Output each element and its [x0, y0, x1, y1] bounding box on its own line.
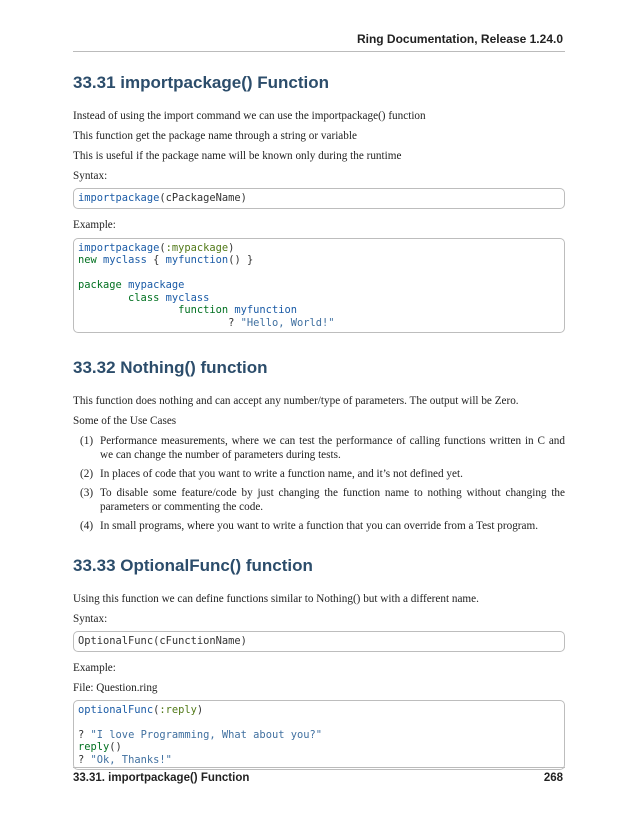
list-number: (2): [80, 468, 94, 480]
example-label: Example:: [73, 218, 116, 231]
list-item: [73, 467, 565, 481]
paragraph: This is useful if the package name will be known only during the runtime: [73, 150, 402, 162]
code-token: ?: [78, 728, 85, 741]
code-token: new: [78, 254, 97, 266]
list-item: [73, 434, 565, 462]
syntax-label: Syntax:: [73, 170, 108, 182]
code-token: (cPackageName): [159, 192, 247, 204]
code-block-syntax: [73, 188, 565, 209]
code-token: reply: [78, 741, 110, 753]
code-token: function: [178, 304, 229, 316]
code-token: myfunction: [165, 254, 229, 266]
list-text: In small programs, where you want to write a function that you can override from a Test program.: [100, 520, 538, 532]
code-token: class: [128, 291, 160, 304]
code-token: () }: [228, 254, 254, 266]
code-token: :mypackage: [165, 241, 229, 254]
syntax-label: Syntax:: [73, 613, 108, 625]
section-heading-nothing: 33.32 Nothing() function: [73, 358, 268, 377]
list-item: [73, 519, 565, 533]
code-token: ?: [228, 316, 235, 329]
paragraph: This function does nothing and can accept any number/type of parameters. The output will be Zero.: [73, 395, 519, 407]
list-number: (3): [80, 487, 94, 499]
code-token: optionalFunc: [78, 703, 154, 716]
code-token: (): [109, 741, 122, 753]
code-token: importpackage: [78, 192, 160, 204]
code-token: OptionalFunc(cFunctionName): [78, 635, 247, 647]
header-rule: [73, 51, 565, 52]
footer-section-title: 33.31. importpackage() Function: [73, 772, 250, 784]
use-case-list: [73, 434, 565, 533]
code-block-example: [73, 238, 565, 334]
code-token: ): [196, 703, 204, 716]
code-token: "Hello, World!": [240, 316, 335, 329]
list-number: (1): [80, 435, 94, 447]
code-token: myclass: [103, 254, 147, 266]
paragraph: Using this function we can define functions similar to Nothing() but with a different name.: [73, 593, 479, 605]
code-token: myclass: [165, 291, 210, 304]
example-label: Example:: [73, 661, 116, 674]
file-label: File: Question.ring: [73, 681, 158, 694]
code-token: "Ok, Thanks!": [90, 753, 172, 766]
section-heading-optionalfunc: 33.33 OptionalFunc() function: [73, 556, 313, 575]
paragraph: Some of the Use Cases: [73, 415, 177, 427]
footer-rule: [73, 767, 565, 768]
code-block-syntax: [73, 631, 565, 652]
code-token: (: [159, 241, 166, 254]
code-token: importpackage: [78, 241, 160, 254]
section-heading-importpackage: 33.31 importpackage() Function: [73, 73, 329, 92]
list-text: To disable some feature/code by just changing the function name to nothing without changing the parameters or commenting the code.: [100, 487, 565, 513]
list-text: Performance measurements, where we can test the performance of calling functions written in C and we can change the number of parameters during tests.: [100, 435, 565, 461]
page-number: 268: [543, 772, 563, 784]
page-content: [73, 66, 565, 770]
code-token: {: [146, 254, 166, 266]
list-text: In places of code that you want to write a function name, and it’s not defined yet.: [100, 468, 463, 480]
code-block-example: [73, 700, 565, 771]
code-token: package: [78, 279, 122, 291]
code-token: ): [228, 241, 235, 254]
code-token: :reply: [159, 703, 197, 716]
paragraph: Instead of using the import command we can use the importpackage() function: [73, 110, 426, 122]
list-number: (4): [80, 520, 94, 532]
code-token: "I love Programming, What about you?": [90, 728, 322, 741]
code-token: mypackage: [128, 279, 185, 291]
code-token: ?: [78, 753, 85, 766]
code-token: (: [153, 703, 160, 716]
running-header: Ring Documentation, Release 1.24.0: [356, 32, 563, 46]
paragraph: This function get the package name through a string or variable: [73, 130, 357, 142]
code-token: myfunction: [234, 304, 297, 316]
list-item: [73, 486, 565, 514]
